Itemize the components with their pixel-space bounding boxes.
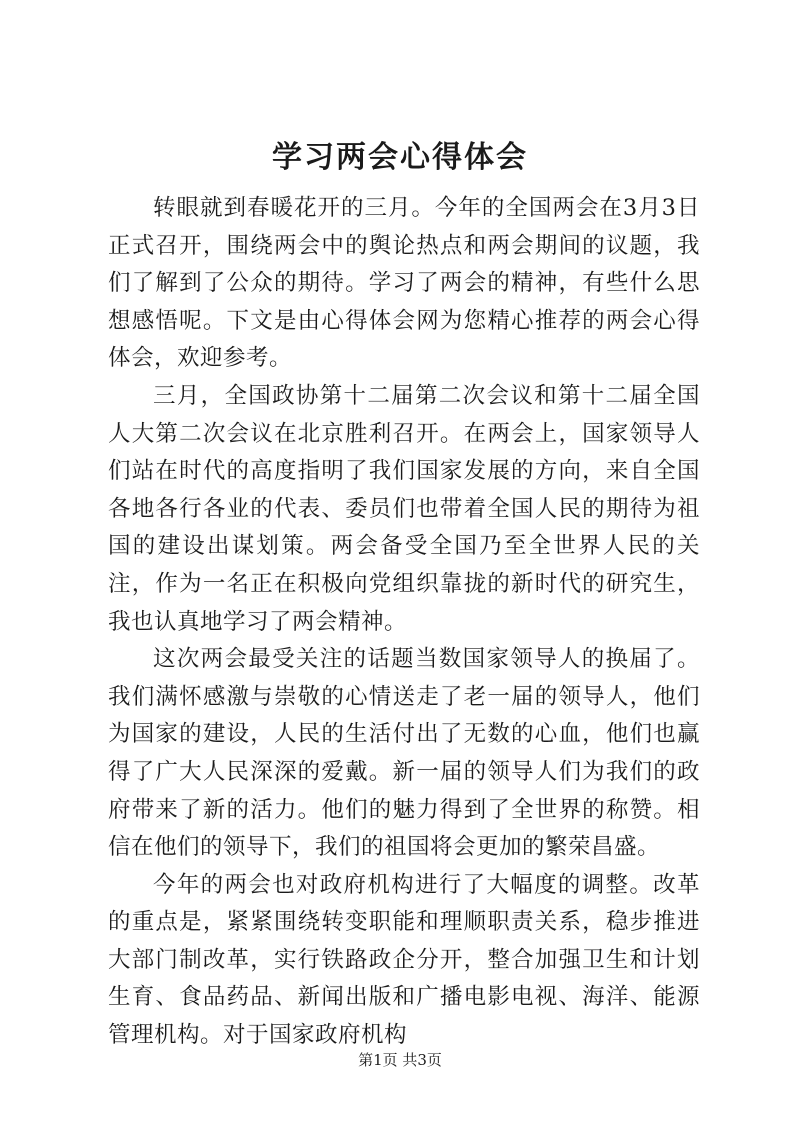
paragraph-intro: 转眼就到春暖花开的三月。今年的全国两会在3月3日正式召开，围绕两会中的舆论热点和两会期间的议题，我们了解到了公众的期待。学习了两会的精神，有些什么思想感悟呢。下文是由心得体会网为您精心推荐的两会心得体会，欢迎参考。	[108, 195, 700, 372]
paragraph-reform: 今年的两会也对政府机构进行了大幅度的调整。改革的重点是，紧紧围绕转变职能和理顺职责关系，稳步推进大部门制改革，实行铁路政企分开，整合加强卫生和计划生育、食品药品、新闻出版和广播电影电视、海洋、能源管理机构。对于国家政府机构	[108, 871, 700, 1049]
page-title: 学习两会心得体会	[272, 140, 528, 175]
page-footer: 第1页 共3页	[358, 1051, 442, 1069]
body-text	[108, 190, 700, 1055]
paragraph-leadership: 这次两会最受关注的话题当数国家领导人的换届了。我们满怀感激与崇敬的心情送走了老一届的领导人，他们为国家的建设，人民的生活付出了无数的心血，他们也赢得了广大人民深深的爱戴。新一届的领导人们为我们的政府带来了新的活力。他们的魅力得到了全世界的称赞。相信在他们的领导下，我们的祖国将会更加的繁荣昌盛。	[108, 646, 700, 861]
paragraph-meeting: 三月，全国政协第十二届第二次会议和第十二届全国人大第二次会议在北京胜利召开。在两会上，国家领导人们站在时代的高度指明了我们国家发展的方向，来自全国各地各行各业的代表、委员们也带着全国人民的期待为祖国的建设出谋划策。两会备受全国乃至全世界人民的关注，作为一名正在积极向党组织靠拢的新时代的研究生，我也认真地学习了两会精神。	[108, 382, 700, 635]
